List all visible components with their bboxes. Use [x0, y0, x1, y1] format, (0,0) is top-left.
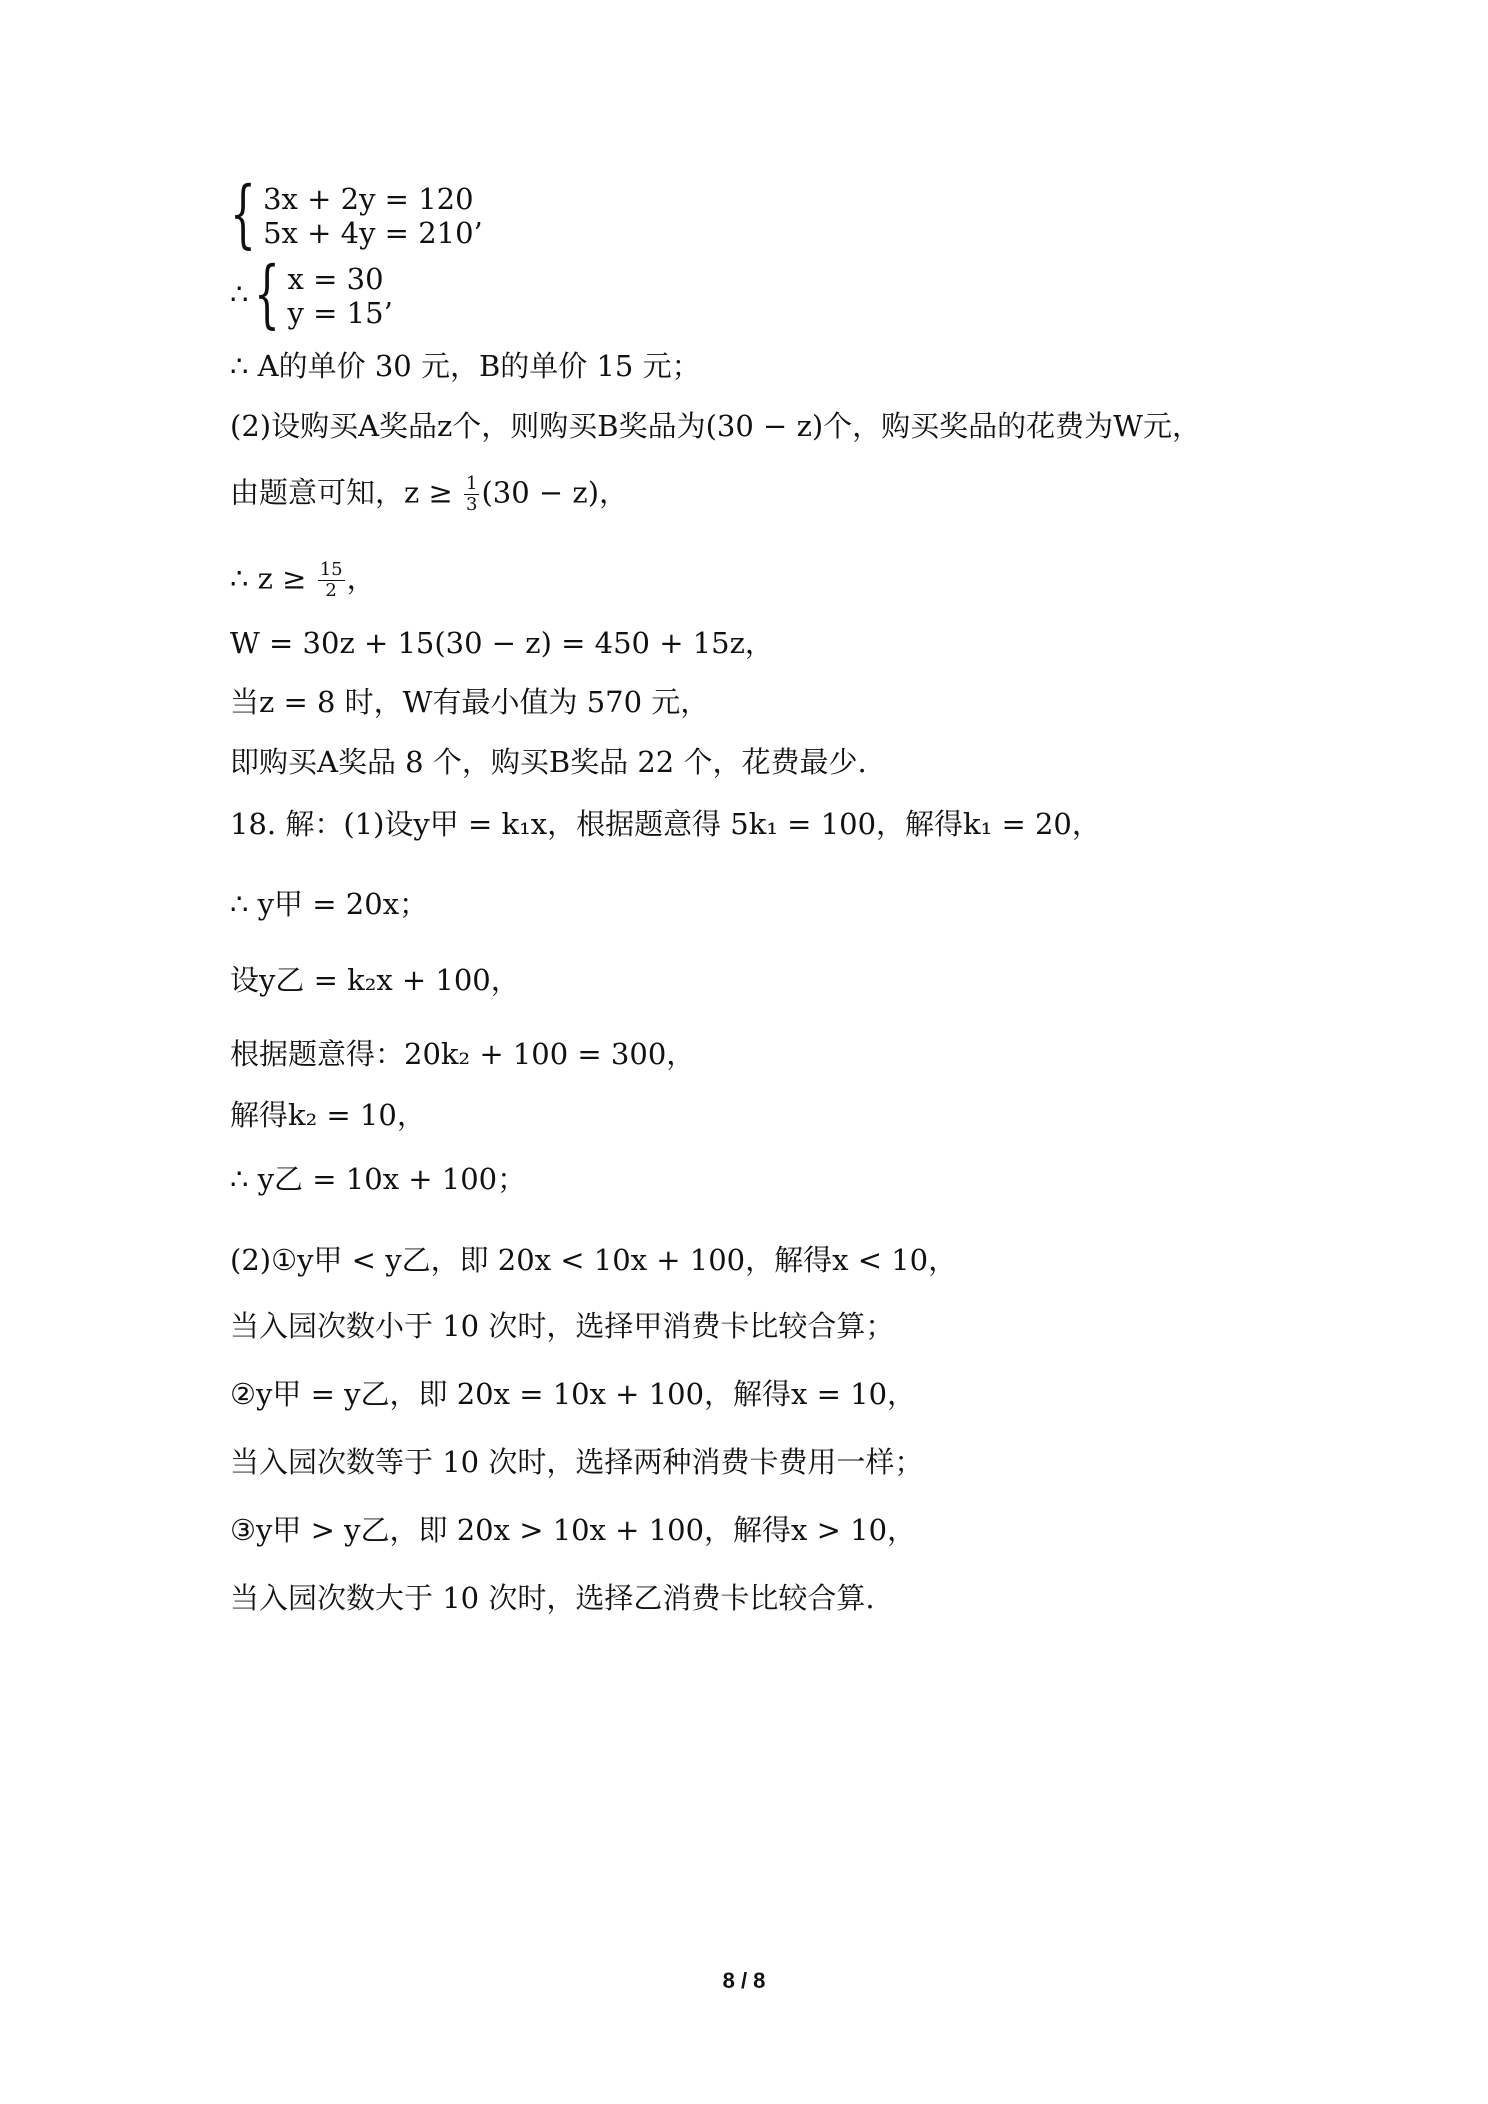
denominator: 3 [466, 494, 478, 515]
text-line: 根据题意得：20k₂ + 100 = 300， [230, 1037, 696, 1071]
text-line: 当入园次数大于 10 次时，选择乙消费卡比较合算. [230, 1581, 875, 1615]
fraction [464, 474, 479, 515]
text-line: ∴ A的单价 30 元，B的单价 15 元； [230, 349, 701, 383]
text: ∴ z ≥ [230, 561, 316, 596]
text-line: 当入园次数小于 10 次时，选择甲消费卡比较合算； [230, 1309, 895, 1343]
equation: 5x + 4y = 210’ [263, 216, 483, 250]
text-line: ∴ y乙 = 10x + 100； [230, 1162, 527, 1196]
text-line-fraction [230, 560, 376, 601]
numerator: 15 [319, 559, 343, 580]
denominator: 2 [325, 580, 337, 601]
text-line: 18. 解：(1)设y甲 = k₁x，根据题意得 5k₁ = 100，解得k₁ = 20， [230, 807, 1101, 841]
text-line: ③y甲 > y乙，即 20x > 10x + 100，解得x > 10， [230, 1513, 917, 1547]
text-line: 当z = 8 时，W有最小值为 570 元， [230, 685, 710, 719]
fraction [318, 560, 345, 601]
text-line: (2)设购买A奖品z个，则购买B奖品为(30 − z)个，购买奖品的花费为W元， [230, 409, 1201, 443]
page-number: 8 / 8 [722, 1968, 766, 1993]
text-line: 解得k₂ = 10， [230, 1098, 426, 1132]
text: (30 − z)， [481, 475, 629, 510]
text-line: 设y乙 = k₂x + 100， [230, 963, 520, 997]
text-line-fraction [230, 474, 628, 515]
text: 由题意可知，z ≥ [230, 475, 463, 510]
equation: y = 15’ [287, 296, 393, 330]
text-line: W = 30z + 15(30 − z) = 450 + 15z， [230, 626, 774, 660]
therefore-symbol: ∴ [230, 277, 249, 311]
equation-system-1 [230, 171, 483, 257]
text-line: 当入园次数等于 10 次时，选择两种消费卡费用一样； [230, 1445, 924, 1479]
text: ， [346, 561, 376, 596]
equation: 3x + 2y = 120 [263, 182, 474, 216]
equation: x = 30 [287, 262, 384, 296]
numerator: 1 [466, 473, 478, 494]
equation-system-2 [230, 251, 393, 337]
text-line: 即购买A奖品 8 个，购买B奖品 22 个，花费最少. [230, 745, 867, 779]
text-line: ②y甲 = y乙，即 20x = 10x + 100，解得x = 10， [230, 1377, 917, 1411]
brace-icon: { [230, 171, 256, 257]
brace-icon: { [254, 251, 281, 337]
text-line: ∴ y甲 = 20x； [230, 887, 429, 921]
text-line: (2)①y甲 < y乙，即 20x < 10x + 100，解得x < 10， [230, 1243, 958, 1277]
